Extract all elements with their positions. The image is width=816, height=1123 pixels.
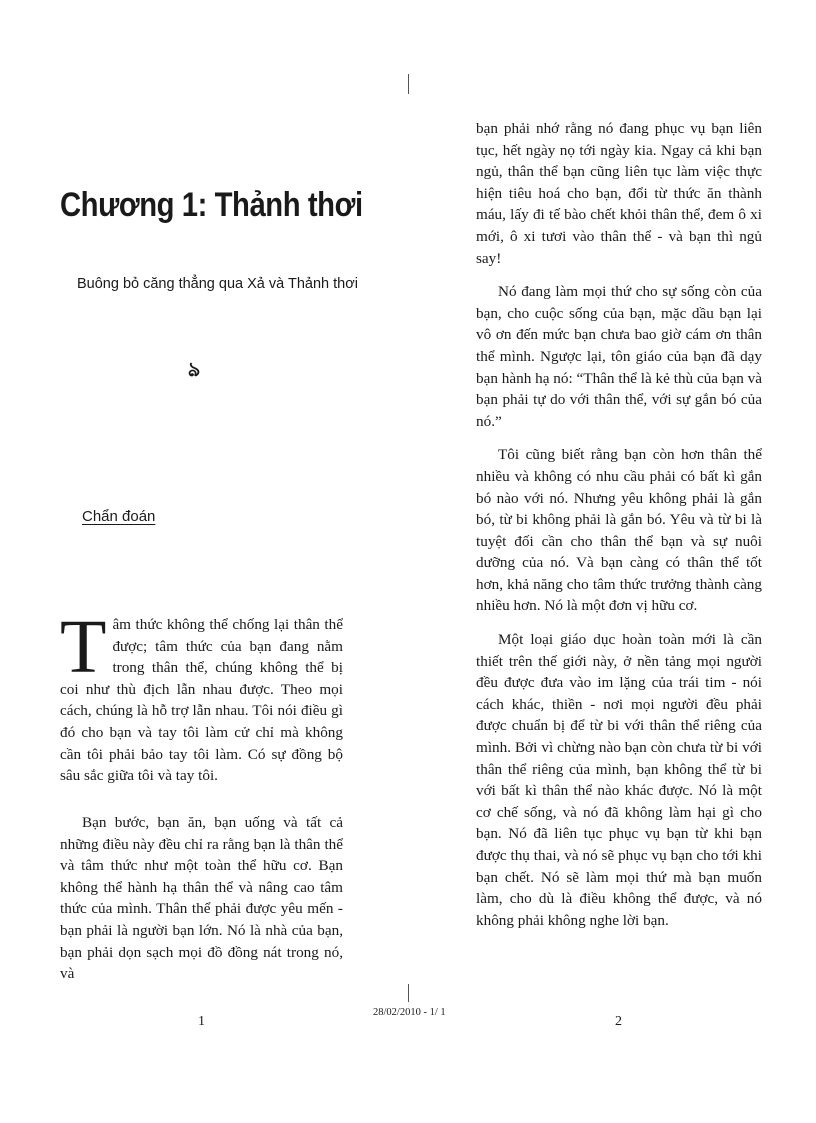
left-paragraph-2: [60, 812, 343, 985]
page-number-right: 2: [615, 1014, 622, 1029]
drop-cap: T: [60, 605, 107, 689]
section-heading: Chẩn đoán: [82, 508, 156, 525]
chapter-title: Chương 1: Thảnh thơi: [60, 186, 363, 224]
chapter-subtitle: Buông bỏ căng thẳng qua Xả và Thảnh thơi: [77, 276, 358, 292]
left-paragraph-1: [60, 605, 343, 787]
fold-mark-top: [408, 74, 409, 94]
right-paragraph: Nó đang làm mọi thứ cho sự sống còn của bạn, cho cuộc sống của bạn, mặc dầu bạn lại vô ơn đến mức bạn chưa bao giờ cám ơn thân thể mình. Ngược lại, tôn giáo của bạn đã dạy bạn hành hạ nó: “Thân thể là kẻ thù của bạn và bạn phải tự do với thân thể, với sự gắn bó của nó.”: [476, 283, 762, 430]
page-number-left: 1: [198, 1014, 205, 1029]
right-column: [476, 118, 762, 931]
ornament-icon: ঌ: [188, 357, 201, 381]
fold-mark-bottom: [408, 984, 409, 1002]
left-paragraph-1-text: âm thức không thể chống lại thân thể được; tâm thức của bạn đang nằm trong thân thể, chúng không thể bị coi như thù địch lẫn nhau được. Theo mọi cách, chúng là hỗ trợ lẫn nhau. Tôi nói điều gì đó cho bạn và tay tôi làm cử chỉ mà không cần tôi phải bảo tay tôi làm. Có sự đồng bộ sâu sắc giữa tôi và tay tôi.: [60, 616, 343, 785]
right-paragraph: bạn phải nhớ rằng nó đang phục vụ bạn liên tục, hết ngày nọ tới ngày kia. Ngay cả khi bạn ngủ, thân thể bạn cũng liên tục làm việc thực hiện tiêu hoá cho bạn, đổi từ thức ăn thành máu, lấy đi tế bào chết khỏi thân thể, đem ô xi mới, ô xi tươi vào thân thể - và bạn thì ngủ say!: [476, 120, 762, 267]
right-paragraph: Tôi cũng biết rằng bạn còn hơn thân thể nhiều và không có nhu cầu phải có bất kì gắn bó nào với nó. Nhưng yêu không phải là gắn bó, từ bi không phải là gắn bó. Yêu và từ bi là tuyệt đối cần cho thân thể bạn và sự nuôi dưỡng của nó. Và bạn càng có thân thể tốt hơn, khả năng cho tâm thức trưởng thành càng nhiều hơn. Nó là một đơn vị hữu cơ.: [476, 446, 762, 615]
right-paragraph: Một loại giáo dục hoàn toàn mới là cần thiết trên thế giới này, ở nền tảng mọi người đều được đưa vào im lặng của trái tim - nói cách khác, thiền - nơi mọi người đều phải được chuẩn bị để từ bi với thân thể riêng của mình. Bởi vì chừng nào bạn còn chưa từ bi với thân thể riêng của mình, bạn không thể từ bi với bất kì thân thể nào khác được. Nó là một cơ chế sống, và nó đã không làm hại gì cho bạn. Nó đã liên tục phục vụ bạn từ khi bạn được thụ thai, và nó sẽ phục vụ bạn cho tới khi bạn chết. Nó sẽ làm mọi thứ mà bạn muốn làm, cho dù là điều không thể được, và nó không phải không nghe lời bạn.: [476, 631, 762, 929]
footer-date: 28/02/2010 - 1/ 1: [373, 1007, 446, 1018]
left-paragraph-2-text: Bạn bước, bạn ăn, bạn uống và tất cả những điều này đều chỉ ra rằng bạn là thân thể và tâm thức như một toàn thể hữu cơ. Bạn không thể hành hạ thân thể và nâng cao tâm thức của mình. Thân thể phải được yêu mến - bạn phải là người bạn lớn. Nó là nhà của bạn, bạn phải dọn sạch mọi đồ đồng nát trong nó, và: [60, 814, 343, 983]
